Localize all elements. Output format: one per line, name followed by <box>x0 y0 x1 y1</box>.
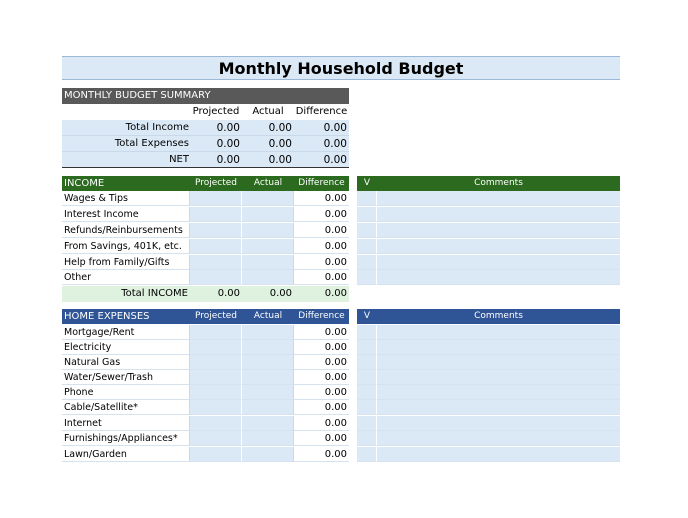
actual-cell[interactable] <box>242 385 294 400</box>
comment-cell[interactable] <box>377 325 620 340</box>
income-total-projected: 0.00 <box>217 288 240 299</box>
difference-cell: 0.00 <box>294 223 349 238</box>
comment-cell[interactable] <box>377 416 620 431</box>
summary-row-total-expenses <box>62 136 349 152</box>
income-total-label: Total INCOME <box>121 288 188 299</box>
home-expense-item-label: Phone <box>62 385 190 400</box>
home-expense-row <box>62 447 620 462</box>
difference-cell: 0.00 <box>294 370 349 385</box>
v-cell[interactable] <box>357 340 377 355</box>
comment-cell[interactable] <box>377 223 620 238</box>
projected-cell[interactable] <box>190 207 242 222</box>
income-row <box>62 223 620 238</box>
income-col-actual: Actual <box>253 178 283 188</box>
comment-cell[interactable] <box>377 400 620 415</box>
projected-cell[interactable] <box>190 191 242 206</box>
difference-cell: 0.00 <box>294 340 349 355</box>
actual-cell[interactable] <box>242 255 294 270</box>
home-col-v: V <box>363 311 371 321</box>
summary-col-actual: Actual <box>252 106 284 117</box>
summary-projected[interactable]: 0.00 <box>216 122 240 134</box>
income-row <box>62 207 620 222</box>
v-cell[interactable] <box>357 325 377 340</box>
home-expense-item-label: Water/Sewer/Trash <box>62 370 190 385</box>
home-expense-row <box>62 385 620 400</box>
difference-cell: 0.00 <box>294 270 349 285</box>
projected-cell[interactable] <box>190 270 242 285</box>
income-item-label: Help from Family/Gifts <box>62 255 190 270</box>
home-expense-row <box>62 400 620 415</box>
home-col-actual: Actual <box>253 311 283 321</box>
income-total-difference: 0.00 <box>324 288 347 299</box>
difference-cell: 0.00 <box>294 191 349 206</box>
home-expense-item-label: Cable/Satellite* <box>62 400 190 415</box>
summary-col-difference: Difference <box>295 106 348 117</box>
home-expense-row <box>62 340 620 355</box>
home-expense-item-label: Internet <box>62 416 190 431</box>
summary-projected[interactable]: 0.00 <box>216 154 240 166</box>
summary-label: Total Expenses <box>114 138 189 149</box>
actual-cell[interactable] <box>242 447 294 462</box>
summary-label: NET <box>169 154 189 165</box>
projected-cell[interactable] <box>190 447 242 462</box>
projected-cell[interactable] <box>190 223 242 238</box>
projected-cell[interactable] <box>190 431 242 446</box>
home-col-comments: Comments <box>474 311 523 321</box>
projected-cell[interactable] <box>190 239 242 254</box>
income-col-difference: Difference <box>298 178 345 188</box>
v-cell[interactable] <box>357 355 377 370</box>
comment-cell[interactable] <box>377 370 620 385</box>
income-item-label: From Savings, 401K, etc. <box>62 239 190 254</box>
v-cell[interactable] <box>357 447 377 462</box>
projected-cell[interactable] <box>190 340 242 355</box>
summary-difference[interactable]: 0.00 <box>323 138 347 150</box>
v-cell[interactable] <box>357 400 377 415</box>
comment-cell[interactable] <box>377 340 620 355</box>
income-col-projected: Projected <box>194 178 238 188</box>
projected-cell[interactable] <box>190 385 242 400</box>
actual-cell[interactable] <box>242 340 294 355</box>
income-total-row <box>62 286 349 302</box>
summary-actual[interactable]: 0.00 <box>268 122 292 134</box>
comment-cell[interactable] <box>377 270 620 285</box>
difference-cell: 0.00 <box>294 255 349 270</box>
income-col-v: V <box>363 178 371 188</box>
income-col-comments: Comments <box>474 178 523 188</box>
actual-cell[interactable] <box>242 270 294 285</box>
summary-difference[interactable]: 0.00 <box>323 154 347 166</box>
comment-cell[interactable] <box>377 431 620 446</box>
v-cell[interactable] <box>357 223 377 238</box>
income-row <box>62 239 620 254</box>
summary-col-projected: Projected <box>192 106 240 117</box>
v-cell[interactable] <box>357 385 377 400</box>
summary-actual[interactable]: 0.00 <box>268 154 292 166</box>
v-cell[interactable] <box>357 239 377 254</box>
v-cell[interactable] <box>357 416 377 431</box>
v-cell[interactable] <box>357 431 377 446</box>
comment-cell[interactable] <box>377 355 620 370</box>
v-cell[interactable] <box>357 255 377 270</box>
comment-cell[interactable] <box>377 447 620 462</box>
projected-cell[interactable] <box>190 400 242 415</box>
projected-cell[interactable] <box>190 416 242 431</box>
projected-cell[interactable] <box>190 325 242 340</box>
home-expense-row <box>62 325 620 340</box>
projected-cell[interactable] <box>190 255 242 270</box>
income-item-label: Refunds/Reinbursements <box>62 223 190 238</box>
difference-cell: 0.00 <box>294 207 349 222</box>
home-expense-item-label: Mortgage/Rent <box>62 325 190 340</box>
comment-cell[interactable] <box>377 191 620 206</box>
summary-projected[interactable]: 0.00 <box>216 138 240 150</box>
income-row <box>62 255 620 270</box>
actual-cell[interactable] <box>242 355 294 370</box>
comment-cell[interactable] <box>377 207 620 222</box>
home-col-difference: Difference <box>298 311 345 321</box>
comment-cell[interactable] <box>377 239 620 254</box>
difference-cell: 0.00 <box>294 416 349 431</box>
summary-label: Total Income <box>125 122 189 133</box>
actual-cell[interactable] <box>242 239 294 254</box>
income-item-label: Other <box>62 270 190 285</box>
home-expense-row <box>62 370 620 385</box>
income-header <box>62 176 349 191</box>
home-expense-row <box>62 355 620 370</box>
income-comments-header <box>357 176 620 191</box>
actual-cell[interactable] <box>242 325 294 340</box>
actual-cell[interactable] <box>242 431 294 446</box>
actual-cell[interactable] <box>242 370 294 385</box>
difference-cell: 0.00 <box>294 400 349 415</box>
home-comments-header <box>357 309 620 324</box>
income-header-label: INCOME <box>64 178 105 189</box>
v-cell[interactable] <box>357 270 377 285</box>
comment-cell[interactable] <box>377 385 620 400</box>
actual-cell[interactable] <box>242 191 294 206</box>
income-total-actual: 0.00 <box>269 288 292 299</box>
summary-actual[interactable]: 0.00 <box>268 138 292 150</box>
difference-cell: 0.00 <box>294 355 349 370</box>
v-cell[interactable] <box>357 191 377 206</box>
difference-cell: 0.00 <box>294 325 349 340</box>
difference-cell: 0.00 <box>294 385 349 400</box>
v-cell[interactable] <box>357 370 377 385</box>
projected-cell[interactable] <box>190 370 242 385</box>
difference-cell: 0.00 <box>294 431 349 446</box>
home-expense-row <box>62 416 620 431</box>
home-expense-item-label: Natural Gas <box>62 355 190 370</box>
projected-cell[interactable] <box>190 355 242 370</box>
home-expense-item-label: Lawn/Garden <box>62 447 190 462</box>
home-expense-item-label: Furnishings/Appliances* <box>62 431 190 446</box>
income-row <box>62 191 620 206</box>
income-row <box>62 270 620 285</box>
page-title: Monthly Household Budget <box>62 56 620 80</box>
actual-cell[interactable] <box>242 416 294 431</box>
income-item-label: Interest Income <box>62 207 190 222</box>
v-cell[interactable] <box>357 207 377 222</box>
home-expenses-header-label: HOME EXPENSES <box>64 311 150 322</box>
difference-cell: 0.00 <box>294 239 349 254</box>
home-expenses-header <box>62 309 349 324</box>
actual-cell[interactable] <box>242 223 294 238</box>
actual-cell[interactable] <box>242 207 294 222</box>
summary-header: MONTHLY BUDGET SUMMARY <box>62 88 349 104</box>
summary-row-net <box>62 152 349 168</box>
actual-cell[interactable] <box>242 400 294 415</box>
comment-cell[interactable] <box>377 255 620 270</box>
income-item-label: Wages & Tips <box>62 191 190 206</box>
home-expense-item-label: Electricity <box>62 340 190 355</box>
difference-cell: 0.00 <box>294 447 349 462</box>
home-expense-row <box>62 431 620 446</box>
summary-difference[interactable]: 0.00 <box>323 122 347 134</box>
home-col-projected: Projected <box>194 311 238 321</box>
summary-row-total-income <box>62 120 349 136</box>
